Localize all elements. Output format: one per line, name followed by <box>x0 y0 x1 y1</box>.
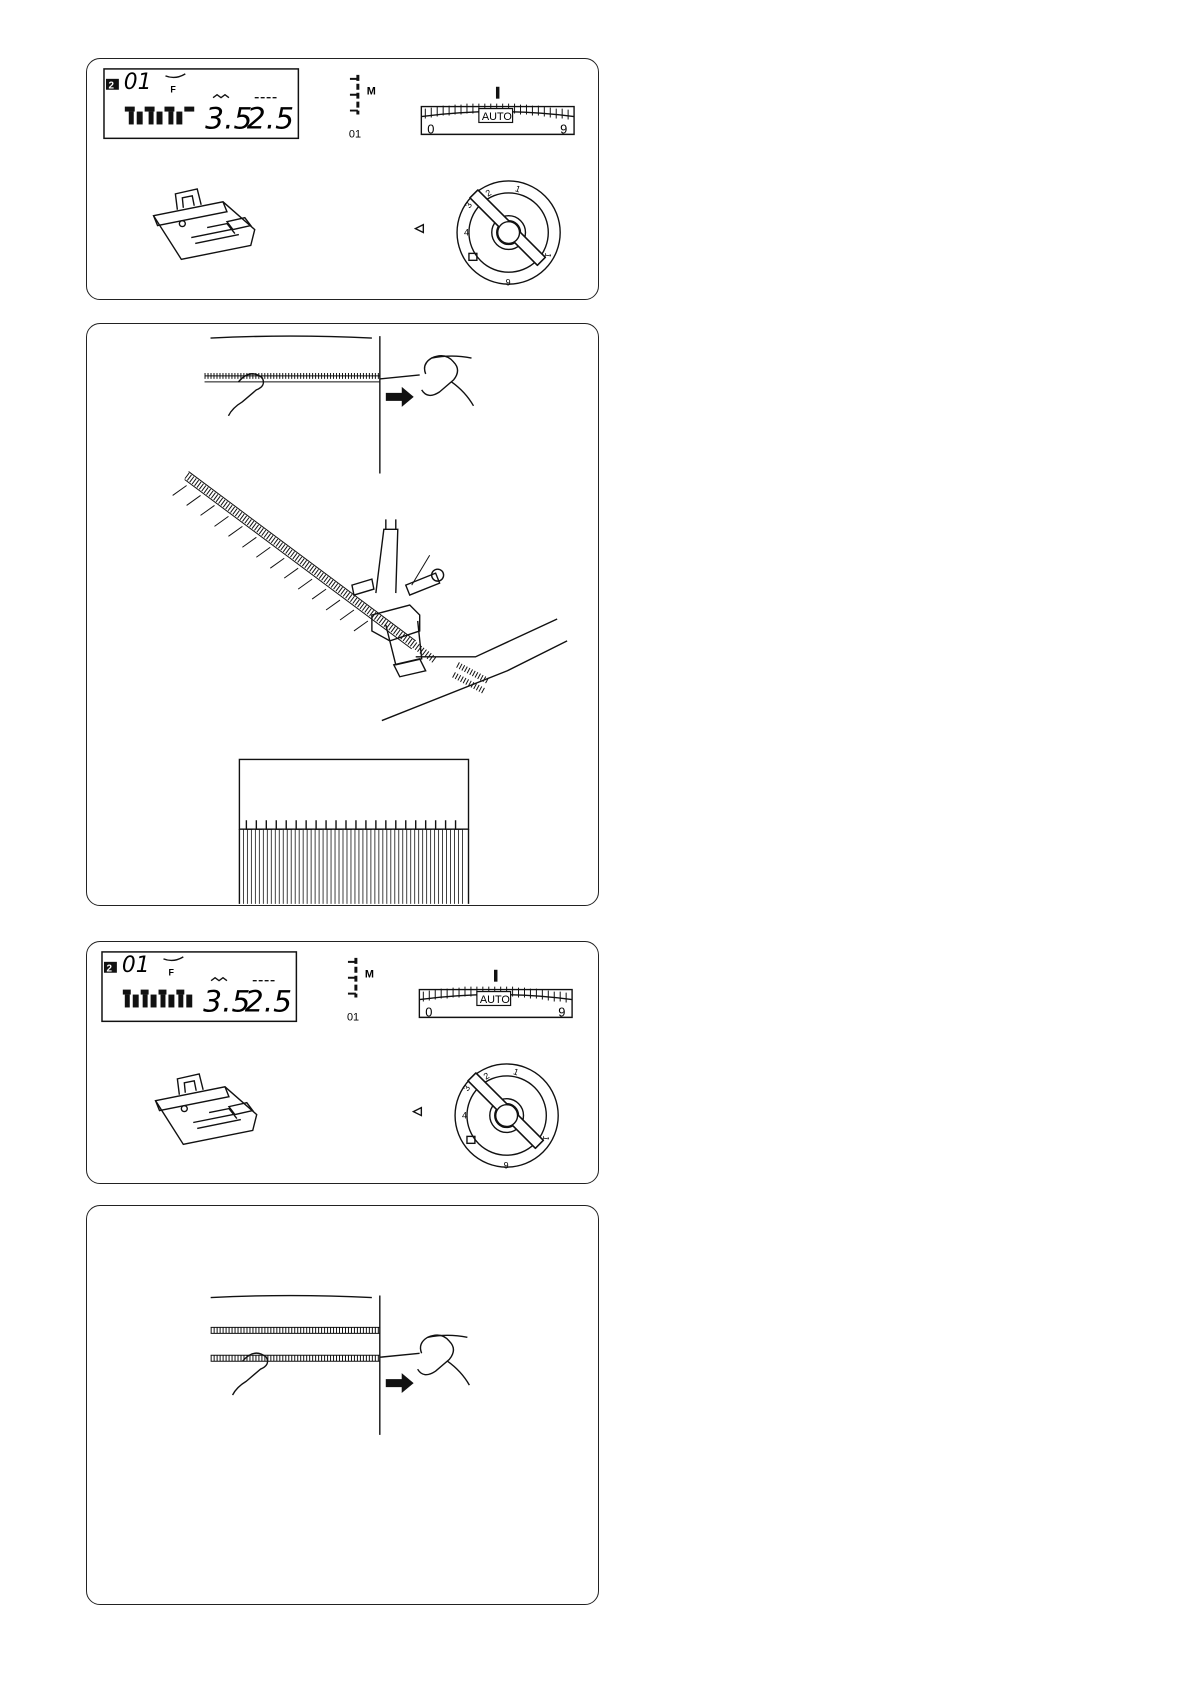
fringe-sewing-illustration <box>173 472 567 721</box>
pressure-mark: 1 <box>542 252 554 259</box>
lcd-display <box>102 952 296 1021</box>
settings-panel-2 <box>86 941 599 1184</box>
lcd-pattern-number: 01 <box>123 69 152 95</box>
pressure-mark: 6 <box>503 1160 509 1171</box>
pressure-mark: 1 <box>511 1066 520 1078</box>
pressure-mark: 3 <box>463 200 475 210</box>
thread-pull-illustration <box>205 336 474 473</box>
pressure-mark: 2 <box>481 1070 492 1082</box>
pressure-mark: 6 <box>505 277 511 288</box>
pressure-mark: 1 <box>540 1135 552 1142</box>
dial-pointer-icon <box>413 1108 421 1116</box>
pressure-mark: 2 <box>483 187 494 199</box>
stitch-letter: M <box>364 968 374 981</box>
lcd-stitch-length: 2.5 <box>246 101 295 137</box>
settings-illustration <box>87 59 598 299</box>
lcd-stitch-length: 2.5 <box>244 984 293 1020</box>
lcd-mode: 2 <box>106 963 112 975</box>
finished-fringe-illustration <box>239 759 468 903</box>
presser-foot-icon <box>154 189 255 259</box>
lcd-stitch-width: 3.5 <box>205 101 253 137</box>
pressure-mark: 4 <box>463 227 469 238</box>
lcd-foot-letter: F <box>168 967 174 978</box>
lcd-display <box>104 69 298 138</box>
thread-pull-illustration <box>211 1296 470 1435</box>
lcd-foot-letter: F <box>170 84 176 95</box>
stitch-number: 01 <box>348 128 362 141</box>
tension-max: 9 <box>558 1004 566 1020</box>
pressure-dial <box>413 1064 558 1170</box>
presser-foot-icon <box>156 1074 257 1144</box>
thread-tension-dial <box>421 87 574 137</box>
double-seam-panel <box>86 1205 599 1605</box>
lcd-stitch-width: 3.5 <box>203 984 251 1020</box>
stitch-letter: M <box>366 85 376 98</box>
stitch-indicator <box>349 75 376 140</box>
pressure-mark: 4 <box>462 1110 467 1121</box>
pressure-mark: 3 <box>461 1083 473 1093</box>
thread-tension-dial <box>419 970 572 1020</box>
sewing-illustration <box>87 324 598 905</box>
lcd-pattern-number: 01 <box>121 952 150 978</box>
dial-pointer-icon <box>415 225 423 233</box>
tension-min: 0 <box>425 1004 433 1020</box>
arrow-right-icon <box>386 387 414 407</box>
tension-min: 0 <box>427 121 435 137</box>
pressure-dial <box>415 181 560 287</box>
stitch-indicator <box>347 958 374 1023</box>
lcd-mode: 2 <box>108 80 114 92</box>
settings-panel-1 <box>86 58 599 300</box>
tension-auto-label: AUTO <box>479 993 510 1006</box>
pressure-mark: 1 <box>513 183 522 195</box>
settings-illustration <box>87 942 598 1183</box>
double-seam-illustration <box>87 1206 598 1604</box>
sewing-steps-panel <box>86 323 599 906</box>
tension-auto-label: AUTO <box>481 110 512 123</box>
arrow-right-icon <box>386 1373 414 1393</box>
tension-max: 9 <box>560 121 568 137</box>
stitch-number: 01 <box>346 1011 360 1024</box>
